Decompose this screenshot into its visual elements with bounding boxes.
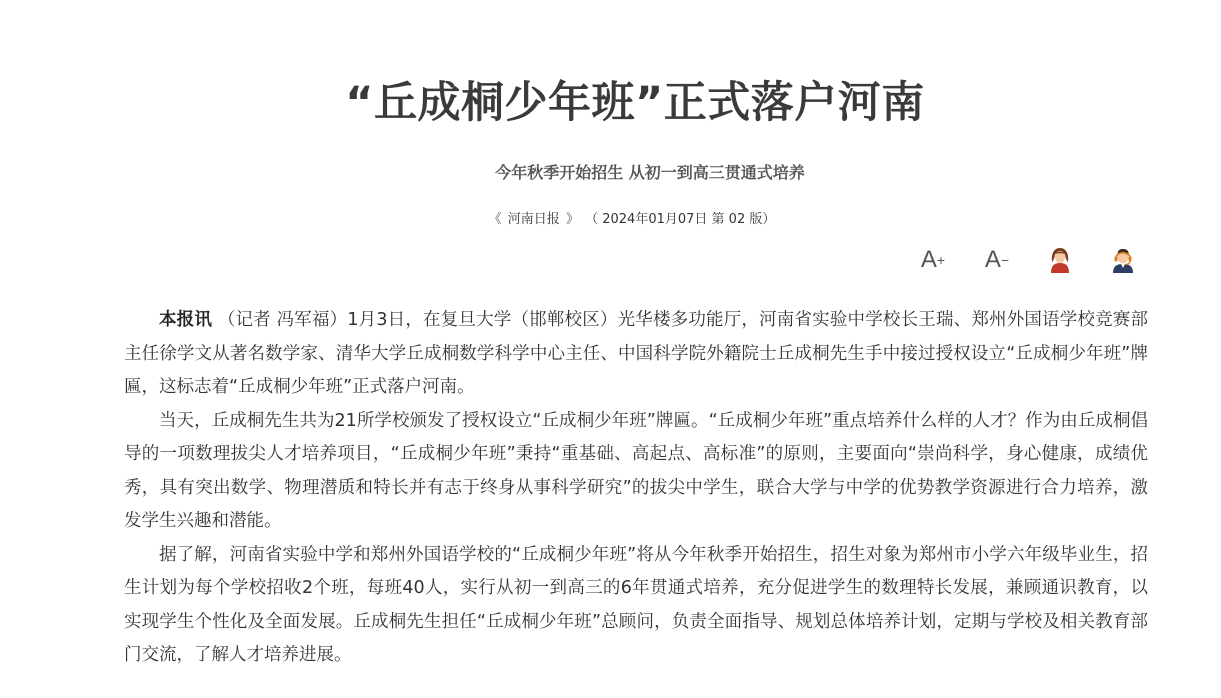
source-line <box>0 208 1221 227</box>
font-increase-letter: A <box>920 246 937 273</box>
reading-toolbar <box>910 240 1150 280</box>
article-lead: 本报讯 <box>159 310 213 330</box>
article-paragraph: 当天，丘成桐先生共为21所学校颁发了授权设立“丘成桐少年班”牌匾。“丘成桐少年班”重点培养什么样的人才？作为由丘成桐倡导的一项数理拔尖人才培养项目，“丘成桐少年班”秉持“重基础、高起点、高标准”的原则，主要面向“崇尚科学，身心健康，成绩优秀，具有突出数学、物理潜质和特长并有志于终身从事科学研究”的拔尖中学生，联合大学与中学的优势教学资源进行合力培养，激发学生兴趣和潜能。 <box>124 410 1148 531</box>
article-paragraph-text: （记者 冯军福）1月3日，在复旦大学（邯郸校区）光华楼多功能厅，河南省实验中学校长王瑞、郑州外国语学校竞赛部主任徐学文从著名数学家、清华大学丘成桐数学科学中心主任、中国科学院外籍院士丘成桐先生手中接过授权设立“丘成桐少年班”牌匾，这标志着“丘成桐少年班”正式落户河南。 <box>124 310 1148 397</box>
article-body <box>124 304 1148 673</box>
source-paper-link[interactable]: 河南日报 <box>507 212 560 227</box>
male-voice-button[interactable] <box>1103 240 1143 280</box>
article-paragraph <box>124 304 1148 405</box>
font-decrease-letter: A <box>984 246 1001 273</box>
male-voice-icon <box>1110 246 1136 274</box>
article-paragraph: 据了解，河南省实验中学和郑州外国语学校的“丘成桐少年班”将从今年秋季开始招生，招生对象为郑州市小学六年级毕业生，招生计划为每个学校招收2个班，每班40人，实行从初一到高三的6年贯通式培养，充分促进学生的数理特长发展，兼顾通识教育，以实现学生个性化及全面发展。丘成桐先生担任“丘成桐少年班”总顾问，负责全面指导、规划总体培养计划，定期与学校及相关教育部门交流，了解人才培养进展。 <box>124 544 1148 665</box>
source-close-bracket: 》 <box>565 212 579 227</box>
source-open-bracket: 《 <box>488 212 502 227</box>
font-decrease-button[interactable]: A − <box>984 246 1010 273</box>
female-voice-button[interactable] <box>1040 240 1080 280</box>
female-voice-icon <box>1047 246 1073 274</box>
font-increase-button[interactable]: A + <box>920 246 946 273</box>
article-headline: “丘成桐少年班”正式落户河南 <box>345 77 925 128</box>
article-subtitle: 今年秋季开始招生 从初一到高三贯通式培养 <box>495 163 805 182</box>
source-edition: （ 2024年01月07日 第 02 版） <box>585 212 776 227</box>
